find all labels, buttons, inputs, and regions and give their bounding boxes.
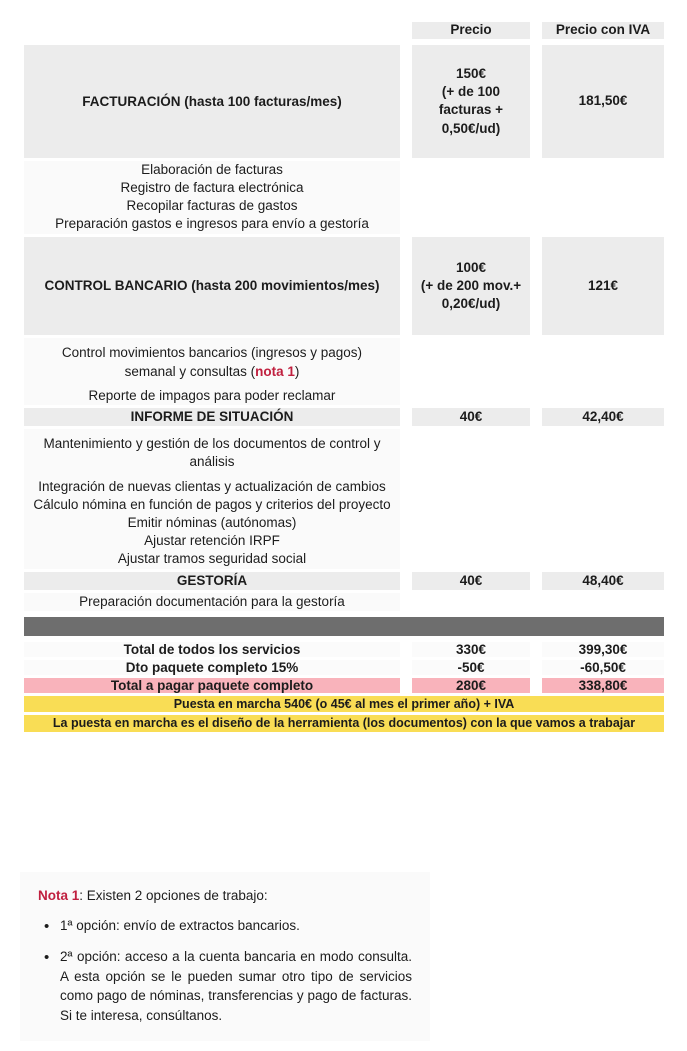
item-label: Ajustar retención IRPF (24, 532, 400, 550)
item-row (24, 478, 664, 496)
footnote-option-item: • 2ª opción: acceso a la cuenta bancaria en modo consulta. A esta opción se le pueden sumar otro tipo de servicios como pago de nóminas, transferencias y pago de facturas. Si te interesa, consúltanos. (60, 947, 412, 1025)
section-title-informe-situacion: INFORME DE SITUACIÓN (24, 408, 400, 426)
item-label: Reporte de impagos para poder reclamar (24, 387, 400, 405)
item-row-with-note (24, 338, 664, 386)
note-reference-link[interactable]: nota 1 (255, 363, 295, 379)
footnote-intro: : Existen 2 opciones de trabajo: (79, 888, 268, 903)
section-divider-bar (24, 617, 664, 636)
section-title-gestoria: GESTORÍA (24, 572, 400, 590)
item-label: Preparación gastos e ingresos para envío a gestoría (24, 215, 400, 233)
total-price: 330€ (412, 642, 530, 657)
pricing-table (24, 22, 664, 732)
item-label: Emitir nóminas (autónomas) (24, 514, 400, 532)
price-line-2: (+ de 100 (441, 84, 501, 100)
section-price-gestoria: 40€ (412, 572, 530, 590)
item-row (24, 197, 664, 215)
total-price-final: 280€ (412, 678, 530, 693)
section-title-control-bancario: CONTROL BANCARIO (hasta 200 movimientos/mes) (24, 237, 400, 336)
item-label: Registro de factura electrónica (24, 179, 400, 197)
footnote-option-item: • 1ª opción: envío de extractos bancarios. (60, 916, 412, 936)
price-line-1: 150€ (455, 65, 487, 81)
price-line-4: 0,50€/ud) (441, 120, 501, 136)
item-line-2 (36, 363, 388, 381)
item-line-2-post: ) (294, 363, 300, 379)
section-price-iva-facturacion: 181,50€ (542, 45, 664, 158)
item-label: Elaboración de facturas (24, 161, 400, 179)
total-label: Total de todos los servicios (24, 642, 400, 657)
item-row (24, 496, 664, 514)
section-price-iva-control-bancario: 121€ (542, 237, 664, 336)
item-row (24, 593, 664, 611)
banner-puesta-en-marcha: Puesta en marcha 540€ (o 45€ al mes el primer año) + IVA (24, 696, 664, 712)
item-label: Cálculo nómina en función de pagos y criterios del proyecto (24, 496, 400, 514)
item-row (24, 179, 664, 197)
item-label: Recopilar facturas de gastos (24, 197, 400, 215)
item-row (24, 532, 664, 550)
item-row (24, 215, 664, 233)
total-row (24, 642, 664, 657)
section-row-gestoria (24, 572, 664, 590)
total-label-final: Total a pagar paquete completo (24, 678, 400, 693)
total-row-highlighted (24, 678, 664, 693)
item-label: Mantenimiento y gestión de los documentos de control y análisis (24, 429, 400, 477)
price-line-1: 100€ (455, 259, 487, 275)
item-row (24, 161, 664, 179)
item-line-1: Control movimientos bancarios (ingresos y pagos) (61, 345, 363, 361)
header-precio: Precio (412, 22, 530, 39)
item-label: Integración de nuevas clientas y actualización de cambios (24, 478, 400, 496)
total-price-iva-final: 338,80€ (542, 678, 664, 693)
item-line-2-pre: semanal y consultas ( (124, 363, 256, 379)
item-row (24, 429, 664, 477)
banner-row (24, 696, 664, 712)
banner-row (24, 715, 664, 731)
section-price-iva-informe-situacion: 42,40€ (542, 408, 664, 426)
item-label: Preparación documentación para la gestoría (24, 593, 400, 611)
price-line-3: facturas + (438, 102, 504, 118)
price-line-2: (+ de 200 mov.+ (420, 277, 522, 293)
section-row-informe-situacion (24, 408, 664, 426)
section-row-control-bancario (24, 237, 664, 336)
item-label-control-movimientos (24, 338, 400, 386)
item-row (24, 387, 664, 405)
footnote-heading (38, 886, 412, 906)
divider-row (24, 617, 664, 636)
section-title-facturacion: FACTURACIÓN (hasta 100 facturas/mes) (24, 45, 400, 158)
item-row (24, 550, 664, 568)
footnote-block (20, 872, 430, 1041)
footnote-label: Nota 1 (38, 888, 80, 903)
total-price-iva: -60,50€ (542, 660, 664, 675)
total-price: -50€ (412, 660, 530, 675)
total-row (24, 660, 664, 675)
section-price-informe-situacion: 40€ (412, 408, 530, 426)
section-price-control-bancario (412, 237, 530, 336)
header-desc-cell (24, 22, 400, 39)
banner-puesta-en-marcha-desc: La puesta en marcha es el diseño de la herramienta (los documentos) con la que vamos a trabajar (24, 715, 664, 731)
header-precio-iva: Precio con IVA (542, 22, 664, 39)
total-label: Dto paquete completo 15% (24, 660, 400, 675)
item-label: Ajustar tramos seguridad social (24, 550, 400, 568)
footnote-options-list (38, 916, 412, 1026)
section-price-facturacion (412, 45, 530, 158)
section-price-iva-gestoria: 48,40€ (542, 572, 664, 590)
table-header-row (24, 22, 664, 39)
price-line-3: 0,20€/ud) (441, 296, 501, 312)
item-row (24, 514, 664, 532)
section-row-facturacion (24, 45, 664, 158)
total-price-iva: 399,30€ (542, 642, 664, 657)
